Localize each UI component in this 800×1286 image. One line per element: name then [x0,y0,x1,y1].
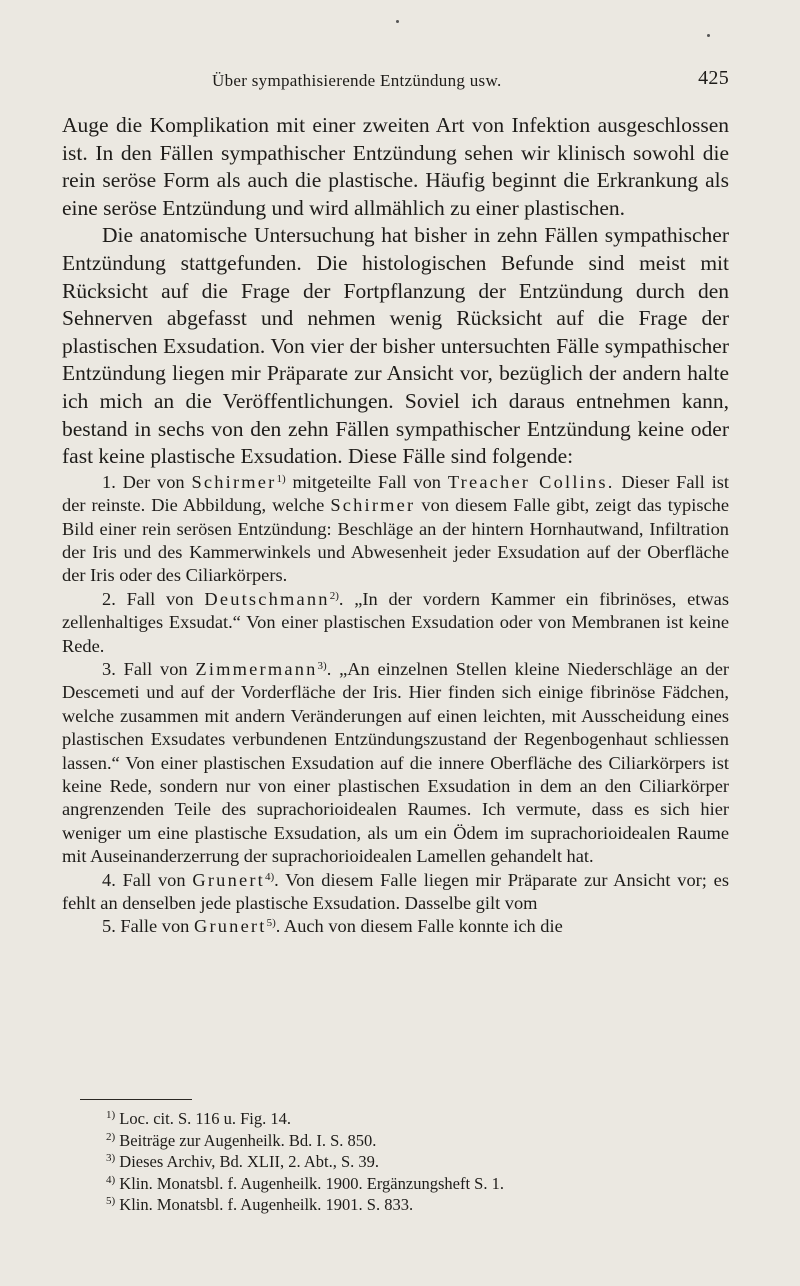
footnote-ref-5: 5) [266,917,276,930]
case-3 [62,658,729,869]
case-1-lead: 1. Der von [102,471,185,492]
footnote-ref-3: 3) [317,659,327,672]
case-1-text-b: Dieser Fall ist der reinste. Die Abbildung, welche [62,471,729,516]
main-text [62,112,729,939]
footnote-mark: 2) [106,1130,116,1143]
case-2 [62,588,729,658]
running-header [62,67,729,97]
footnote-5 [106,1194,706,1216]
case-3-lead: 3. Fall von [102,658,188,679]
page-number: 425 [698,67,729,89]
running-title: Über sympathisierende Entzündung usw. [212,71,502,90]
footnote-text: Loc. cit. S. 116 u. Fig. 14. [119,1109,292,1128]
case-1-text-c: von diesem Falle gibt, zeigt das typische Bild einer rein serösen Entzündung: Beschläge an der hintern Hornhautwand, Infiltration der Iris und des Kammerwinkels und Abwesenheit jeder Exsudation auf der Oberfläche der Iris oder des Ciliarkörpers. [62,495,730,586]
case-3-author: Zimmermann [195,658,318,679]
case-1 [62,471,729,588]
case-2-author: Deutschmann [204,588,330,609]
footnote-mark: 1) [106,1109,116,1121]
footnote-2 [106,1130,706,1152]
case-1-author: Schirmer [191,471,277,492]
case-2-lead: 2. Fall von [102,588,194,609]
footnote-4 [106,1173,706,1195]
print-speck [396,20,399,23]
case-1-author-2: Treacher Collins. [447,471,615,492]
case-4-author: Grunert [192,869,265,890]
case-1-text-a: mitgeteilte Fall von [292,471,441,492]
paragraph-continuation: Auge die Komplikation mit einer zweiten Art von Infektion ausgeschlossen ist. In den Fällen sympathischer Entzündung sehen wir klinisch sowohl die rein seröse Form als auch die plastische. Häufig beginnt die Erkrankung als eine seröse Entzündung und wird allmählich zu einer plastischen. [62,113,729,220]
footnote-text: Klin. Monatsbl. f. Augenheilk. 1901. S. 833. [119,1195,414,1215]
footnote-mark: 3) [106,1152,116,1165]
case-3-text: . „An einzelnen Stellen kleine Niederschläge an der Descemeti und auf der Vorderfläche der Iris. Hier finden sich einige fibrinöse Fädchen, welche zusammen mit andern Veränderungen auf einen leichten, mit Ausscheidung eines plastischen Exsudates verbundenen Entzündungszustand der Regenbogenhaut schliessen lassen.“ Von einer plastischen Exsudation auf die innere Oberfläche des Ciliarkörpers ist keine Rede, sondern nur von einer plastischen Exsudation in dem an den Ciliarkörper angrenzenden Teile des suprachorioidealen Raumes. Ich vermute, dass es sich hier weniger um eine plastische Exsudation, als um ein Ödem im suprachorioidealen Raume mit Auseinanderzerrung der suprachorioidealen Lamellen gehandelt hat. [62,658,729,867]
footnote-mark: 4) [106,1173,116,1186]
case-4 [62,869,729,916]
case-list [62,471,729,939]
case-5-author: Grunert [193,916,267,937]
footnote-ref-1: 1) [276,472,286,485]
case-4-text: . Von diesem Falle liegen mir Präparate zur Ansicht vor; es fehlt an denselben jede plastische Exsudation. Dasselbe gilt vom [62,869,729,914]
large-type-section [62,112,729,471]
case-5-lead: 5. Falle von [102,916,190,937]
footnotes [106,1108,706,1216]
case-5 [62,915,729,938]
footnote-text: Klin. Monatsbl. f. Augenheilk. 1900. Ergänzungsheft S. 1. [119,1173,504,1193]
footnote-divider [80,1099,192,1100]
footnote-3 [106,1151,706,1173]
paragraph-anatomical-study: Die anatomische Untersuchung hat bisher in zehn Fällen sympathischer Entzündung stattgefunden. Die histologischen Befunde sind meist mit Rücksicht auf die Frage der Fortpflanzung der Entzündung durch den Sehnerven abgefasst und nehmen wenig Rücksicht auf die Frage der plastischen Exsudation. Von vier der bisher untersuchten Fälle sympathischer Entzündung liegen mir Präparate zur Ansicht vor, bezüglich der andern halte ich mich an die Veröffentlichungen. Soviel ich daraus entnehmen kann, bestand in sechs von den zehn Fällen sympathischer Entzündung keine oder fast keine plastische Exsudation. Diese Fälle sind folgende: [62,223,729,469]
case-1-author-3: Schirmer [330,495,416,516]
footnote-ref-4: 4) [264,870,275,883]
case-2-text: . „In der vordern Kammer ein fibrinöses, etwas zellenhaltiges Exsudat.“ Von einer plastischen Exsudation oder von Membranen ist keine Rede. [62,588,729,656]
footnote-text: Dieses Archiv, Bd. XLII, 2. Abt., S. 39. [119,1152,380,1172]
footnote-text: Beiträge zur Augenheilk. Bd. I. S. 850. [119,1130,377,1150]
footnote-mark: 5) [106,1195,116,1208]
print-speck [707,34,710,37]
footnote-1 [106,1108,706,1130]
footnote-ref-2: 2) [329,589,339,602]
case-4-lead: 4. Fall von [102,869,186,890]
case-5-text: . Auch von diesem Falle konnte ich die [275,916,563,937]
